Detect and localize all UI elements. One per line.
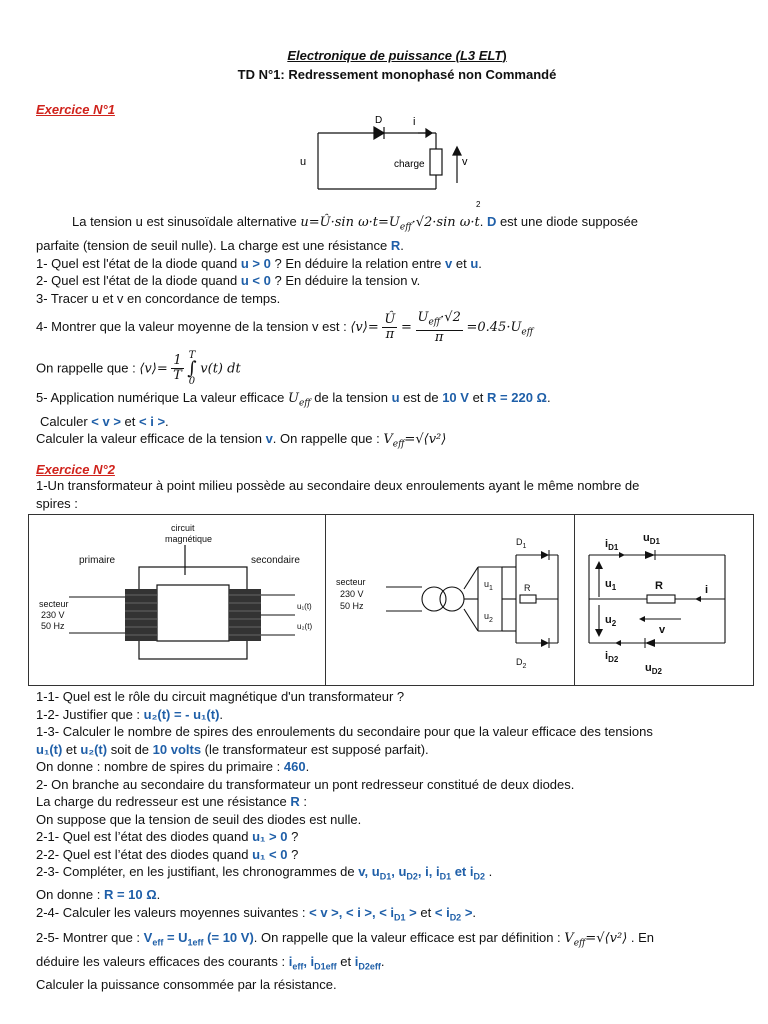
ex2-question-1-3: 1-3- Calculer le nombre de spires des enroulements du secondaire pour que la valeur efficace des tensions xyxy=(36,724,653,740)
current-label: i xyxy=(413,116,416,128)
voltage-label: 230 V xyxy=(340,589,364,600)
ex2-question-2: 2- On branche au secondaire du transformateur un pont redresseur constitué de deux diodes. xyxy=(36,776,575,792)
u1-label: $u_1$ xyxy=(484,579,493,593)
ex2-intro-line2: spires : xyxy=(36,495,78,511)
ex2-question-2-3: 2-3- Compléter, en les justifiant, les chronogrammes de v, $u_{D1}$, $u_{D2}$, i, $i_{D1}$ et $i_{D2}$ . xyxy=(36,864,493,882)
u2-label: u₂(t) xyxy=(297,622,313,632)
ex1-question-5: 5- Application numérique La valeur efficace $U_{eff}$ de la tension u est de 10 V et R = 220 Ω. xyxy=(36,389,551,409)
td-title: TD N°1: Redressement monophasé non Commandé xyxy=(237,67,557,82)
ex1-question-1: 1- Quel est l'état de la diode quand u > 0 ? En déduire la relation entre v et u. xyxy=(36,255,482,271)
ex1-reminder-mean: On rappelle que : ⟨v⟩= $\frac{1}{T}$ T ∫ 0 v(t) dt xyxy=(36,349,241,387)
load-label: charge xyxy=(394,159,425,170)
diode-circuit-diagram xyxy=(286,115,496,211)
footnote-2: 2 xyxy=(476,200,481,209)
ex1-question-4: 4- Montrer que la valeur moyenne de la tension v est : ⟨v⟩= $\frac{Û}{\pi}$ = $\frac{U_{eff}\cdot√2}{\pi}$ $=0.45\cdot U_{eff}$ xyxy=(36,310,534,345)
ud1-label: $u_{D1}$ xyxy=(643,532,660,547)
ex2-question-2-4: 2-4- Calculer les valeurs moyennes suivantes : < v >, < i >, < $i_{D1}$ > et < $i_{D2}$ >. xyxy=(36,904,477,923)
transformer-figure xyxy=(29,515,325,685)
ex2-question-1-3-data: On donne : nombre de spires du primaire : 460. xyxy=(36,759,310,775)
ex2-question-2-assumption: On suppose que la tension de seuil des diodes est nulle. xyxy=(36,811,362,827)
circuit-label: circuit xyxy=(171,523,195,534)
source-label: u xyxy=(300,156,307,168)
ex2-intro: 1-Un transformateur à point milieu possède au secondaire deux enroulements ayant le même nombre de xyxy=(36,478,640,494)
ex2-question-1-2: 1-2- Justifier que : u₂(t) = - u₁(t). xyxy=(36,706,224,722)
ex1-calc-rms: Calculer la valeur efficace de la tension v. On rappelle que : $V_{eff}=√⟨v^2⟩$ xyxy=(36,431,447,450)
ex1-intro: La tension u est sinusoïdale alternative u=Û·sin $\omega\cdot t=U_{eff}\cdot√2\cdot\sin$ ω·t. D est une diode supposée xyxy=(72,214,639,233)
id2-label: $i_{D2}$ xyxy=(605,650,619,665)
ex1-calc-mean: Calculer < v > et < i >. xyxy=(40,413,169,429)
ex2-question-2-load: La charge du redresseur est une résistance R : xyxy=(36,794,307,810)
mains-label: secteur xyxy=(336,577,366,588)
v-label: v xyxy=(659,624,666,637)
ex1-question-3: 3- Tracer u et v en concordance de temps. xyxy=(36,290,281,306)
u2-label: $u_2$ xyxy=(484,611,493,625)
d1-label: $D_1$ xyxy=(516,537,527,551)
ud2-label: $u_{D2}$ xyxy=(645,662,662,677)
ex1-intro-line2: parfaite (tension de seuil nulle). La charge est une résistance R. xyxy=(36,238,404,254)
secondary-label: secondaire xyxy=(251,555,300,567)
voltage-label: 230 V xyxy=(41,610,65,621)
i-label: i xyxy=(705,584,709,597)
primary-label: primaire xyxy=(79,555,116,567)
ex2-question-2-5: 2-5- Montrer que : $V_{eff} = U_{1eff}$ (= 10 V). On rappelle que la valeur efficace est par définition : $V_{eff}=√⟨v^2⟩$ . En xyxy=(36,930,655,949)
mains-label: secteur xyxy=(39,599,69,610)
output-label: v xyxy=(462,156,468,168)
d2-label: $D_2$ xyxy=(516,657,527,671)
rectifier-figure xyxy=(326,515,574,685)
ex2-question-2-2: 2-2- Quel est l’état des diodes quand u₁ < 0 ? xyxy=(36,846,299,862)
ex2-question-2-3-data: On donne : R = 10 Ω. xyxy=(36,887,161,903)
u1-label: $u_1$ xyxy=(605,578,617,593)
document-page xyxy=(36,48,758,994)
u1-label: u₁(t) xyxy=(297,602,312,612)
id1-label: $i_{D1}$ xyxy=(605,538,619,553)
u2-label: $u_2$ xyxy=(605,614,617,629)
frequency-label: 50 Hz xyxy=(340,601,364,612)
ex2-question-2-1: 2-1- Quel est l’état des diodes quand u₁ > 0 ? xyxy=(36,829,299,845)
r-label: R xyxy=(655,580,663,593)
r-label: R xyxy=(524,583,531,594)
transformer-figures xyxy=(28,514,754,686)
ex2-question-2-5-currents: déduire les valeurs efficaces des courants : $i_{eff}$, $i_{D1eff}$ et $i_{D2eff}$. xyxy=(36,954,385,972)
exercise-1-heading: Exercice N°1 xyxy=(36,102,115,117)
equivalent-circuit-figure xyxy=(575,515,753,685)
ex2-question-2-5-power: Calculer la puissance consommée par la résistance. xyxy=(36,977,337,993)
ex2-question-1-1: 1-1- Quel est le rôle du circuit magnétique d'un transformateur ? xyxy=(36,689,405,705)
diode-label: D xyxy=(375,115,383,126)
frequency-label: 50 Hz xyxy=(41,621,65,632)
ex1-question-2: 2- Quel est l'état de la diode quand u < 0 ? En déduire la tension v. xyxy=(36,273,421,289)
exercise-2-heading: Exercice N°2 xyxy=(36,462,115,478)
course-title: Electronique de puissance (L3 ELT) xyxy=(287,48,507,63)
ex2-question-1-3-line2: u₁(t) et u₂(t) soit de 10 volts (le transformateur est supposé parfait). xyxy=(36,741,429,757)
magnetic-label: magnétique xyxy=(165,534,213,545)
